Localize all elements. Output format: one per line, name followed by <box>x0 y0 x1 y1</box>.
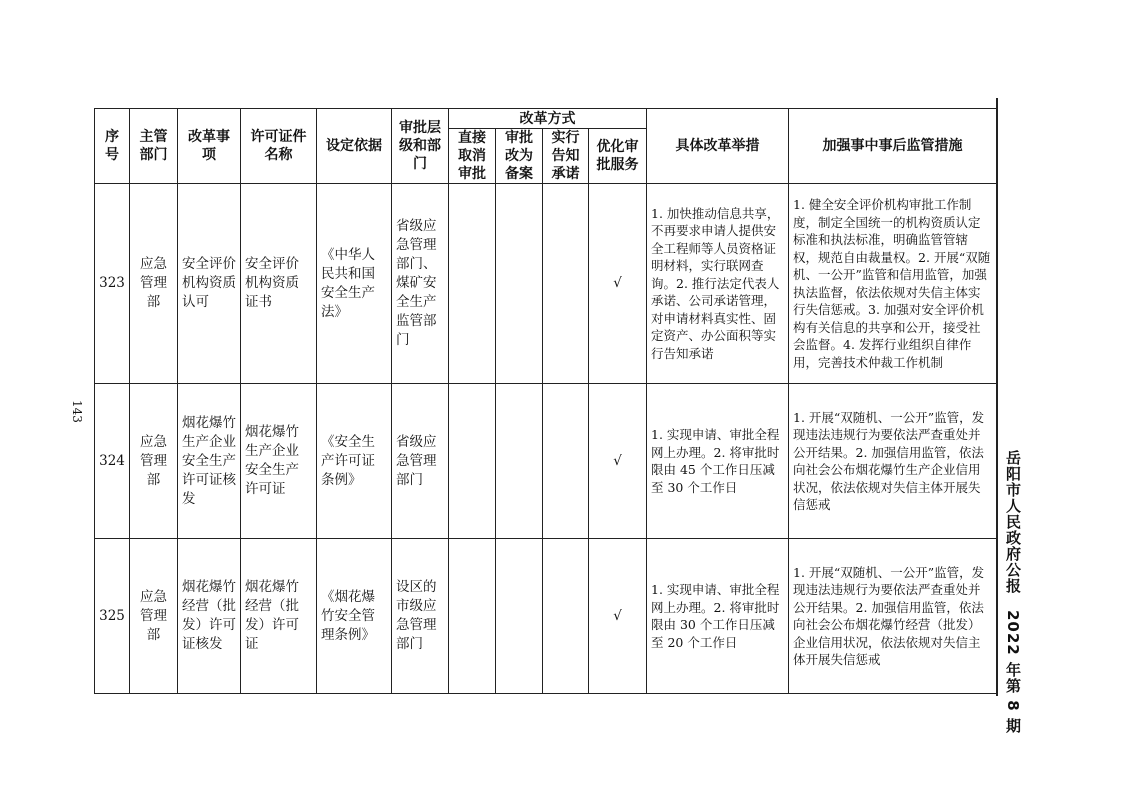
row-supervision: 1. 健全安全评价机构审批工作制度，制定全国统一的机构资质认定标准和执法标准，明确监管管辖权，规范自由裁量权。2. 开展“双随机、一公开”监管和信用监管，加强执法监督，依法依规对失信主体实行失信惩戒。3. 加强对安全评价机构有关信息的共享和公开，接受社会监督。4. 发挥行业组织自律作用，完善技术仲裁工作机制 <box>789 184 997 384</box>
col-header-license: 许可证件名称 <box>241 109 317 184</box>
row-mode-cancel <box>449 539 496 694</box>
row-basis: 《中华人民共和国安全生产法》 <box>317 184 392 384</box>
row-supervision: 1. 开展“双随机、一公开”监管，发现违法违规行为要依法严查重处并公开结果。2. 加强信用监管，依法向社会公布烟花爆竹经营（批发）企业信用状况，依法依规对失信主体开展失信惩戒 <box>789 539 997 694</box>
table-row <box>95 184 997 384</box>
row-mode-notice <box>543 384 589 539</box>
col-header-basis: 设定依据 <box>317 109 392 184</box>
row-supervision: 1. 开展“双随机、一公开”监管，发现违法违规行为要依法严查重处并公开结果。2. 加强信用监管，依法向社会公布烟花爆竹生产企业信用状况，依法依规对失信主体开展失信惩戒 <box>789 384 997 539</box>
row-license: 安全评价机构资质证书 <box>241 184 317 384</box>
row-basis: 《烟花爆竹安全管理条例》 <box>317 539 392 694</box>
row-mode-notice <box>543 184 589 384</box>
row-measures: 1. 加快推动信息共享，不再要求申请人提供安全工程师等人员资格证明材料，实行联网查询。2. 推行法定代表人承诺、公司承诺管理，对申请材料真实性、固定资产、办公面积等实行告知承诺 <box>647 184 789 384</box>
col-header-mode-notice: 实行告知承诺 <box>543 129 589 184</box>
row-mode-filing <box>496 184 543 384</box>
col-header-mode-filing: 审批改为备案 <box>496 129 543 184</box>
row-mode-filing <box>496 384 543 539</box>
row-dept: 应急管理部 <box>130 539 178 694</box>
row-level: 设区的市级应急管理部门 <box>392 539 449 694</box>
row-item: 烟花爆竹生产企业安全生产许可证核发 <box>178 384 241 539</box>
row-mode-cancel <box>449 384 496 539</box>
row-mode-cancel <box>449 184 496 384</box>
row-basis: 《安全生产许可证条例》 <box>317 384 392 539</box>
row-mode-filing <box>496 539 543 694</box>
col-header-measures: 具体改革举措 <box>647 109 789 184</box>
row-item: 烟花爆竹经营（批发）许可证核发 <box>178 539 241 694</box>
col-header-seq: 序号 <box>95 109 130 184</box>
right-margin-rule <box>996 98 998 696</box>
row-measures: 1. 实现申请、审批全程网上办理。2. 将审批时限由 45 个工作日压减至 30 个工作日 <box>647 384 789 539</box>
row-license: 烟花爆竹生产企业安全生产许可证 <box>241 384 317 539</box>
reform-table <box>94 108 997 694</box>
row-item: 安全评价机构资质认可 <box>178 184 241 384</box>
row-mode-optimize: √ <box>589 539 647 694</box>
col-header-level: 审批层级和部门 <box>392 109 449 184</box>
row-seq: 325 <box>95 539 130 694</box>
row-measures: 1. 实现申请、审批全程网上办理。2. 将审批时限由 30 个工作日压减至 20 个工作日 <box>647 539 789 694</box>
row-mode-optimize: √ <box>589 384 647 539</box>
col-header-supervision: 加强事中事后监管措施 <box>789 109 997 184</box>
row-dept: 应急管理部 <box>130 384 178 539</box>
row-seq: 324 <box>95 384 130 539</box>
col-header-dept: 主管部门 <box>130 109 178 184</box>
col-header-item: 改革事项 <box>178 109 241 184</box>
table-row <box>95 384 997 539</box>
publication-title: 岳阳市人民政府公报 2022 年第 8 期 <box>1004 450 1022 734</box>
row-license: 烟花爆竹经营（批发）许可证 <box>241 539 317 694</box>
row-level: 省级应急管理部门、煤矿安全生产监管部门 <box>392 184 449 384</box>
page-number: 143 <box>70 400 84 423</box>
table-row <box>95 539 997 694</box>
row-dept: 应急管理部 <box>130 184 178 384</box>
row-mode-notice <box>543 539 589 694</box>
col-header-mode-cancel: 直接取消审批 <box>449 129 496 184</box>
col-header-mode-optimize: 优化审批服务 <box>589 129 647 184</box>
row-seq: 323 <box>95 184 130 384</box>
row-mode-optimize: √ <box>589 184 647 384</box>
col-header-mode-group: 改革方式 <box>449 109 647 129</box>
row-level: 省级应急管理部门 <box>392 384 449 539</box>
